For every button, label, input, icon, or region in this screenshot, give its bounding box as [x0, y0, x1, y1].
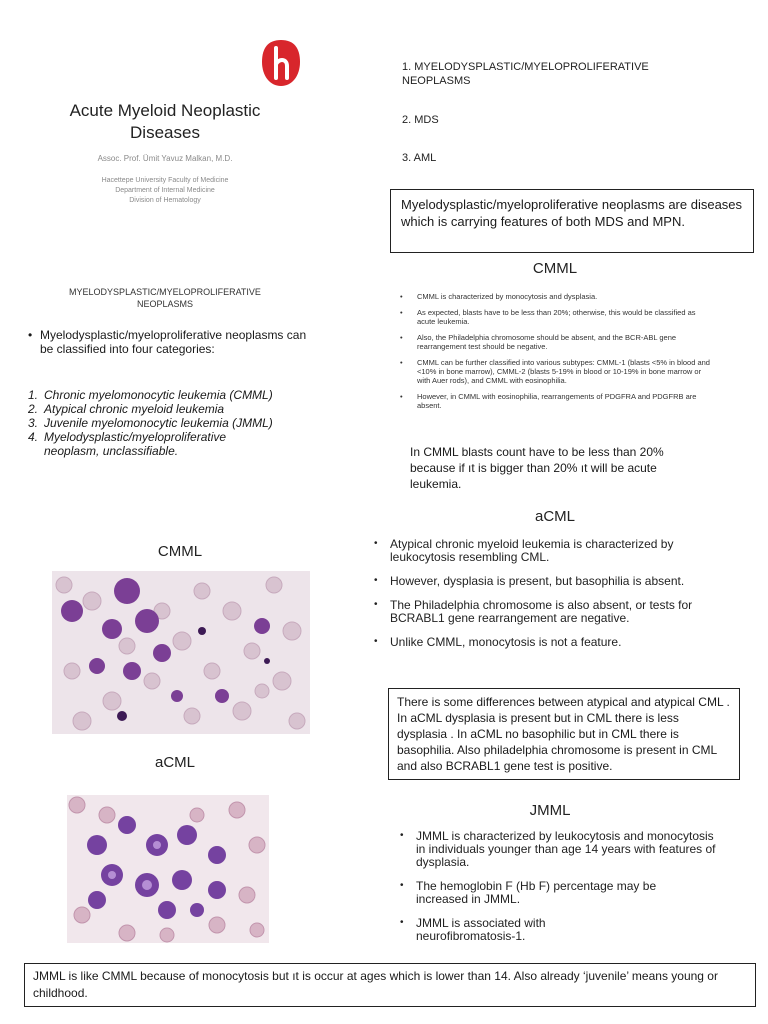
list-item: • The Philadelphia chromosome is also absent, or tests for BCRABL1 gene rearrangement are negative.: [374, 598, 693, 625]
definition-box: Myelodysplastic/myeloproliferative neoplasms are diseases which is carrying features of both MDS and MPN.: [390, 189, 754, 253]
bullet-dot: •: [28, 328, 33, 342]
author-name: Assoc. Prof. Ümit Yavuz Malkan, M.D.: [97, 154, 233, 163]
md-intro-text: Myelodysplastic/myeloproliferative neoplasms can be classified into four categories:: [40, 328, 307, 356]
list-item: 1. Chronic myelomonocytic leukemia (CMML): [28, 388, 273, 402]
affiliation-line: Division of Hematology: [129, 197, 201, 204]
list-item: • The hemoglobin F (Hb F) percentage may be increased in JMML.: [400, 879, 657, 906]
affiliation-line: Hacettepe University Faculty of Medicine: [101, 177, 229, 184]
outline-item: 2. MDS: [402, 114, 439, 126]
list-item: 2. Atypical chronic myeloid leukemia: [28, 402, 225, 416]
acml-heading: aCML: [534, 508, 575, 525]
slide-title: Acute Myeloid Neoplastic Diseases: [69, 101, 261, 142]
list-item: 4. Myelodysplastic/myeloproliferative neoplasm, unclassifiable.: [28, 430, 227, 458]
list-item: • However, dysplasia is present, but basophilia is absent.: [374, 574, 685, 588]
acml-image-label: aCML: [154, 754, 195, 771]
cmml-heading: CMML: [532, 260, 578, 277]
cmml-image-label: CMML: [157, 543, 203, 560]
list-item: • JMML is characterized by leukocytosis and monocytosis in individuals younger than age 14 years with features of dysplasia.: [400, 829, 716, 869]
list-item: • JMML is associated with neurofibromatosis-1.: [400, 916, 546, 943]
affiliation-line: Department of Internal Medicine: [115, 187, 215, 194]
hacettepe-logo: [260, 38, 302, 88]
list-item: • However, in CMML with eosinophilia, rearrangements of PDGFRA and PDGFRB are absent.: [400, 392, 697, 410]
list-item: • Unlike CMML, monocytosis is not a feature.: [374, 635, 622, 649]
list-item: • Also, the Philadelphia chromosome should be absent, and the BCR-ABL gene rearrangement test should be negative.: [400, 333, 677, 351]
cmml-blood-smear-image: [52, 571, 310, 734]
jmml-heading: JMML: [529, 802, 571, 819]
list-item: • As expected, blasts have to be less than 20%; otherwise, this would be classified as acute leukemia.: [400, 308, 696, 326]
md-heading: MYELODYSPLASTIC/MYELOPROLIFERATIVE NEOPLASMS: [69, 287, 261, 309]
jmml-note-box: JMML is like CMML because of monocytosis but ıt is occur at ages which is lower than 14. Also already ‘juvenile’ means young or childhood.: [24, 963, 756, 1007]
acml-bullets: [374, 538, 724, 660]
cmml-bullets: [400, 292, 710, 417]
outline-item: 3. AML: [402, 152, 437, 164]
cmml-note: In CMML blasts count have to be less than 20% because if ıt is bigger than 20% ıt will be acute leukemia.: [410, 445, 664, 491]
list-item: • Atypical chronic myeloid leukemia is characterized by leukocytosis resembling CML.: [374, 537, 674, 564]
list-item: • CMML is characterized by monocytosis and dysplasia.: [400, 292, 598, 301]
outline-item: 1. MYELODYSPLASTIC/MYELOPROLIFERATIVE NEOPLASMS: [402, 61, 649, 87]
category-list: [28, 388, 348, 458]
acml-blood-smear-image: [67, 795, 269, 943]
list-item: 3. Juvenile myelomonocytic leukemia (JMML): [28, 416, 273, 430]
list-item: • CMML can be further classified into various subtypes: CMML-1 (blasts <5% in blood and <10% in bone marrow), CMML-2 (blasts 5-19% in blood or 10-19% in bone marrow or with Auer rods), and CMML with eosinophilia.: [400, 358, 710, 385]
affiliation: [40, 176, 290, 206]
acml-note-box: There is some differences between atypical and atypical CML . In aCML dysplasia is present but in CML there is less dysplasia . In aCML no basophilic but in CML there is basophilia. Also philadelphia chromosome is present in CML and also BCRABL1 gene test is positive.: [388, 688, 740, 780]
jmml-bullets: [400, 830, 730, 954]
